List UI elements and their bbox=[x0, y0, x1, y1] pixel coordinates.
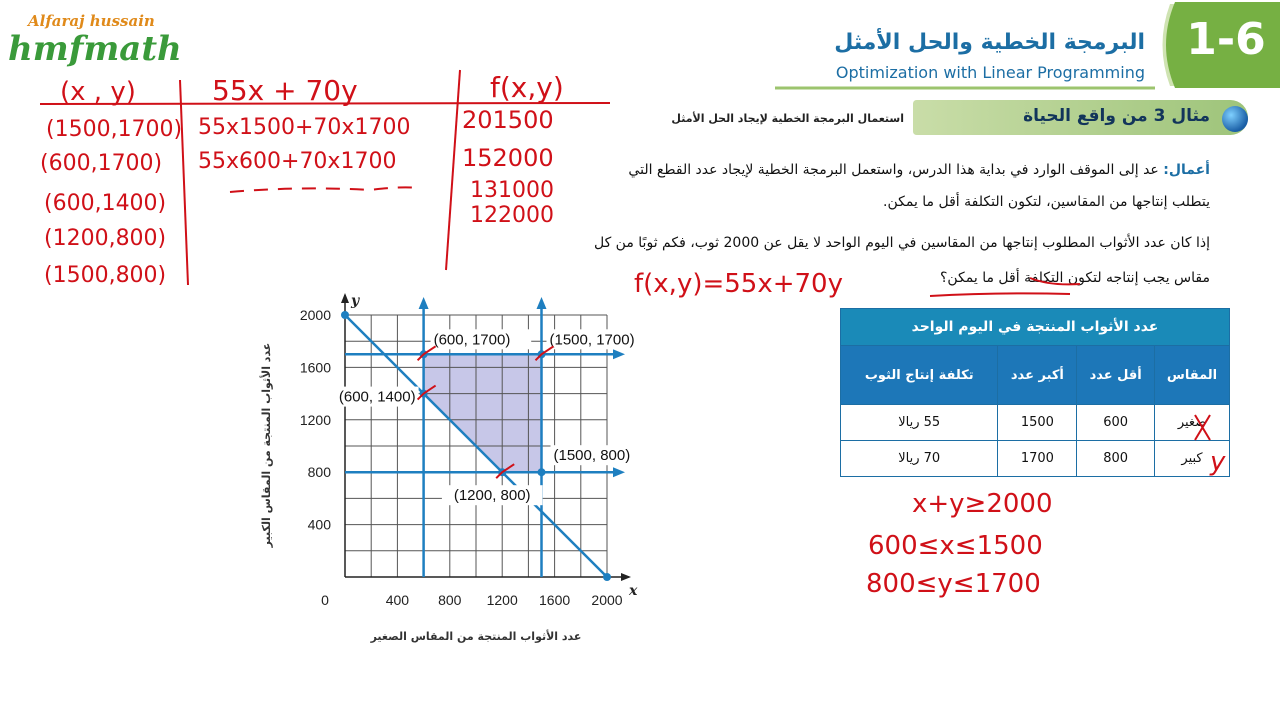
x-tick-label: 1600 bbox=[539, 592, 571, 608]
hand-header: 55x + 70y bbox=[212, 74, 358, 107]
hand-value: 131000 bbox=[470, 178, 554, 203]
lesson-number: 1-6 bbox=[1186, 14, 1266, 65]
hand-expr: 55x1500+70x1700 bbox=[198, 115, 411, 140]
hand-header: (x , y) bbox=[60, 77, 136, 107]
table-cell: 55 ريالا bbox=[841, 405, 998, 441]
hand-point: (1500,1700) bbox=[46, 117, 183, 142]
hand-mark-x bbox=[1195, 415, 1210, 440]
problem-text-1: عد إلى الموقف الوارد في بداية هذا الدرس، واستعمل البرمجة الخطية لإيجاد عدد القطع التي bbox=[628, 162, 1159, 178]
hand-constraint: x+y≥2000 bbox=[912, 489, 1053, 519]
vertex-label: (1500, 800) bbox=[553, 447, 631, 465]
table-cell: صغير bbox=[1155, 405, 1230, 441]
table-header: أكبر عدد bbox=[998, 346, 1077, 405]
problem-lead: أعمال: bbox=[1163, 162, 1210, 178]
hand-constraint: 800≤y≤1700 bbox=[866, 569, 1041, 599]
hand-point: (600,1700) bbox=[40, 151, 163, 176]
y-axis-label: عدد الأثواب المنتجة من المقاس الكبير bbox=[260, 342, 273, 548]
y-tick-label: 800 bbox=[307, 464, 331, 481]
table-cell: كبير bbox=[1155, 441, 1230, 477]
hand-mark-y: y bbox=[1210, 447, 1226, 477]
hand-rule bbox=[180, 80, 188, 285]
x-tick-label: 800 bbox=[438, 592, 462, 608]
y-tick-label: 400 bbox=[307, 516, 331, 533]
hand-point: (600,1400) bbox=[44, 191, 167, 216]
example-title: مثال 3 من واقع الحياة bbox=[1023, 106, 1210, 126]
hand-underline bbox=[930, 293, 1070, 296]
problem-line-4: مقاس يجب إنتاجه لتكون التكلفة أقل ما يمكن؟ bbox=[939, 270, 1210, 286]
logo-subtitle: Alfaraj hussain bbox=[28, 12, 155, 30]
hand-objective: f(x,y)=55x+70y bbox=[634, 269, 843, 299]
x-tick-label: 2000 bbox=[591, 592, 623, 608]
hand-point: (1500,800) bbox=[44, 263, 167, 288]
x-axis-label: عدد الأثواب المنتجة من المقاس الصغير bbox=[370, 630, 582, 643]
hand-value: 201500 bbox=[462, 106, 554, 134]
table-cell: 1700 bbox=[998, 441, 1077, 477]
x-tick-label: 0 bbox=[321, 592, 329, 608]
table-header: المقاس bbox=[1155, 346, 1230, 405]
logo-title: hmfmath bbox=[8, 29, 182, 69]
example-label: استعمال البرمجة الخطية لإيجاد الحل الأمثل bbox=[671, 112, 904, 125]
y-tick-label: 1600 bbox=[299, 359, 331, 376]
hand-constraint: 600≤x≤1500 bbox=[868, 531, 1043, 561]
vertex-label: (600, 1700) bbox=[433, 331, 511, 349]
hand-dash bbox=[230, 187, 420, 192]
table-cell: 600 bbox=[1077, 405, 1155, 441]
x-axis-symbol: x bbox=[629, 583, 638, 599]
hand-underline bbox=[1030, 278, 1080, 284]
table-cell: 800 bbox=[1077, 441, 1155, 477]
lesson-title-arabic: البرمجة الخطية والحل الأمثل bbox=[834, 30, 1145, 55]
problem-line-3: إذا كان عدد الأثواب المطلوب إنتاجها من المقاسين في اليوم الواحد لا يقل عن 2000 ثوب، فكم ثوبًا من كل bbox=[593, 235, 1210, 251]
table-header: تكلفة إنتاج الثوب bbox=[841, 346, 998, 405]
lesson-title-english: Optimization with Linear Programming bbox=[835, 63, 1145, 82]
hand-expr: 55x600+70x1700 bbox=[198, 149, 397, 174]
hand-rule bbox=[446, 70, 460, 270]
problem-line-2: يتطلب إنتاجها من المقاسين، لتكون التكلفة أقل ما يمكن. bbox=[883, 194, 1210, 210]
y-tick-label: 1200 bbox=[299, 411, 331, 428]
x-tick-label: 400 bbox=[385, 592, 410, 608]
table-header: أقل عدد bbox=[1077, 346, 1155, 405]
table-cell: 70 ريالا bbox=[841, 441, 998, 477]
vertex-label: (1200, 800) bbox=[453, 487, 531, 505]
hand-value: 152000 bbox=[462, 144, 554, 172]
vertex-label: (600, 1400) bbox=[338, 388, 416, 406]
vertex-label: (1500, 1700) bbox=[549, 331, 635, 349]
hand-point: (1200,800) bbox=[44, 226, 167, 251]
x-tick-label: 1200 bbox=[486, 592, 518, 608]
hand-value: 122000 bbox=[470, 203, 554, 228]
table-cell: 1500 bbox=[998, 405, 1077, 441]
hand-header: f(x,y) bbox=[490, 71, 564, 104]
table-caption: عدد الأثواب المنتجة في اليوم الواحد bbox=[841, 309, 1230, 346]
y-axis-symbol: y bbox=[351, 293, 360, 309]
y-tick-label: 2000 bbox=[299, 307, 331, 323]
